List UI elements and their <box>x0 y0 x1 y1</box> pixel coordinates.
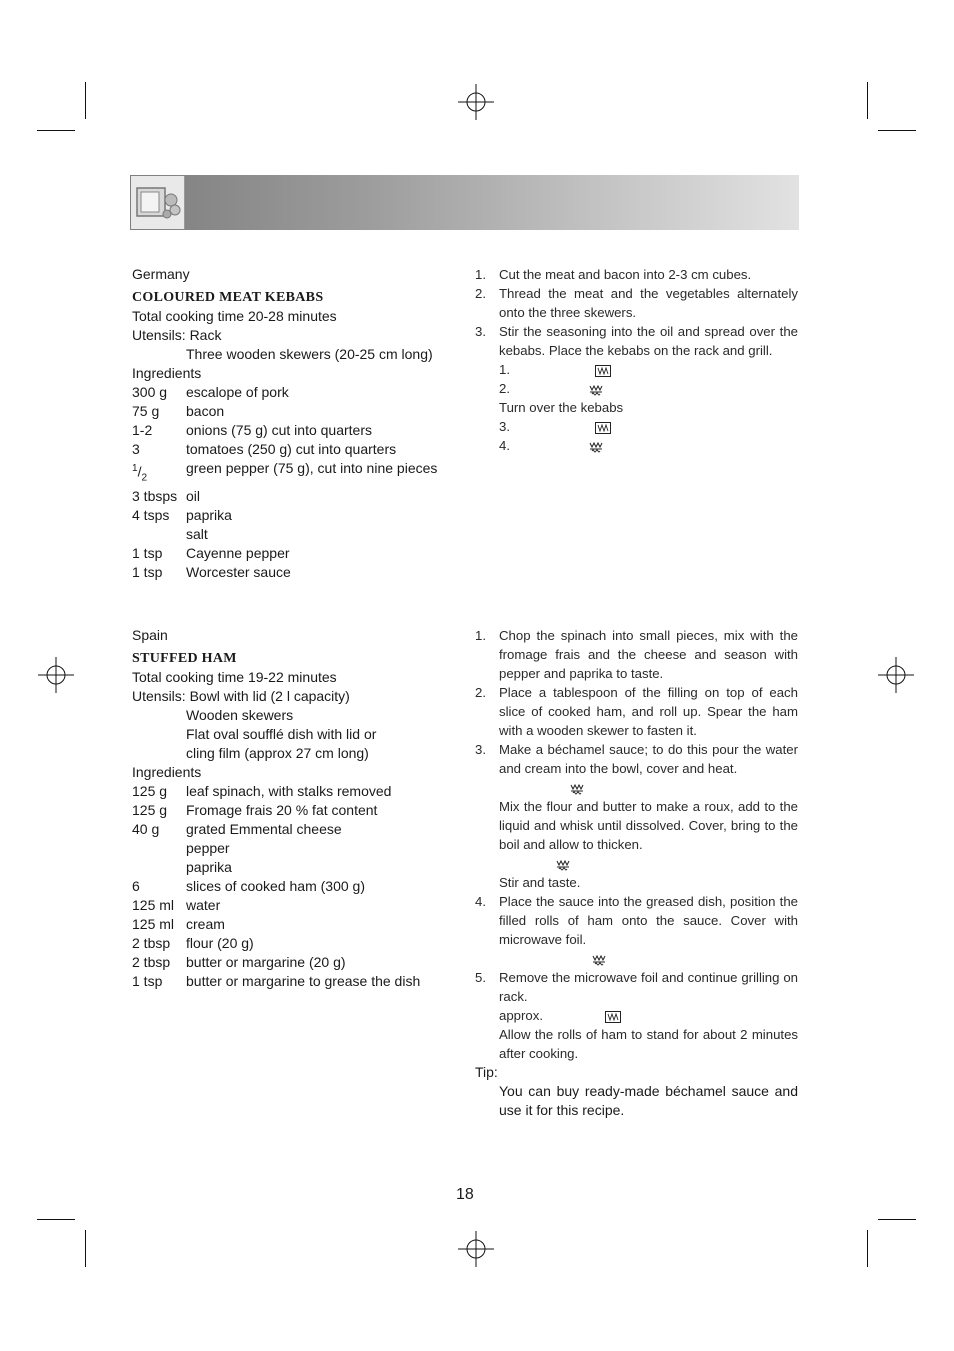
cook-setting-line <box>475 949 798 968</box>
fraction-numerator: 1 <box>132 463 138 474</box>
crop-mark <box>867 82 868 119</box>
cook-setting-line: 1. <box>475 360 798 379</box>
crop-mark <box>878 1219 916 1220</box>
ingredient-row: salt <box>186 526 208 543</box>
ingredient-row: 2 tbsp flour (20 g) <box>132 935 254 951</box>
method-step: 1. Cut the meat and bacon into 2-3 cm cubes. <box>475 267 752 282</box>
ingredient-row: 125 g leaf spinach, with stalks removed <box>132 783 392 799</box>
tip-label: Tip: <box>475 1064 498 1080</box>
method-text: Mix the flour and butter to make a roux, add to the liquid and whisk until dissolved. Cover, bring to the boil and allow to thicken. <box>499 799 798 852</box>
ingredient-row: 125 ml water <box>132 897 221 913</box>
ingredients-label: Ingredients <box>132 365 202 381</box>
cook-setting-line: 3. <box>475 417 798 436</box>
registration-mark-icon <box>878 657 914 693</box>
fraction-denominator: 2 <box>141 472 148 484</box>
combi-icon <box>589 383 603 396</box>
recipe1-details <box>132 265 462 582</box>
recipe2-details <box>132 626 462 991</box>
registration-mark-icon <box>458 1231 494 1267</box>
method-step: 3. Make a béchamel sauce; to do this pour the water and cream into the bowl, cover and heat. <box>475 742 798 776</box>
tip-text: You can buy ready-made béchamel sauce and use it for this recipe. <box>499 1083 798 1118</box>
ingredient-row: 125 ml cream <box>132 916 225 932</box>
crop-mark <box>878 130 916 131</box>
utensil-item: Three wooden skewers (20-25 cm long) <box>186 346 433 362</box>
grill-icon <box>595 365 611 377</box>
cook-setting-line: approx. <box>475 1006 798 1025</box>
ingredient-row: 1 tsp butter or margarine to grease the dish <box>132 973 421 989</box>
ingredient-row: 40 g grated Emmental cheese <box>132 821 342 837</box>
recipe-title: STUFFED HAM <box>132 651 237 666</box>
method-step: 3. Stir the seasoning into the oil and spread over the kebabs. Place the kebabs on the rack and grill. <box>475 324 798 358</box>
ingredient-row: pepper <box>186 840 230 856</box>
method-step: 2. Place a tablespoon of the filling on top of each slice of cooked ham, and roll up. Spear the ham with a wooden skewer to fasten it. <box>475 685 798 738</box>
ingredient-row: 1-2 onions (75 g) cut into quarters <box>132 422 372 438</box>
method-step: 1. Chop the spinach into small pieces, mix with the fromage frais and the cheese and season with pepper and paprika to taste. <box>475 628 798 681</box>
recipe-country: Spain <box>132 627 168 643</box>
ingredient-row: 75 g bacon <box>132 403 225 419</box>
cook-setting-line: 4. <box>475 436 798 455</box>
ingredient-row: 6 slices of cooked ham (300 g) <box>132 878 365 894</box>
microwave-logo-icon <box>131 176 185 229</box>
combi-icon <box>589 440 603 453</box>
ingredient-row: 3 tbsps oil <box>132 488 201 505</box>
ingredient-row: 125 g Fromage frais 20 % fat content <box>132 802 378 818</box>
grill-icon <box>605 1011 621 1023</box>
crop-mark <box>85 1230 86 1267</box>
cook-setting-line <box>475 778 798 797</box>
ingredient-row: 1 tsp Worcester sauce <box>132 564 291 581</box>
registration-mark-icon <box>38 657 74 693</box>
crop-mark <box>37 1219 75 1220</box>
ingredient-row: 3 tomatoes (250 g) cut into quarters <box>132 441 397 457</box>
ingredients-label: Ingredients <box>132 764 202 780</box>
crop-mark <box>85 82 86 119</box>
method-text: Allow the rolls of ham to stand for about 2 minutes after cooking. <box>499 1027 798 1061</box>
method-text: Stir and taste. <box>499 875 581 890</box>
grill-icon <box>595 422 611 434</box>
combi-icon <box>556 858 570 871</box>
ingredient-row: $^1/_2$ green pepper (75 g), cut into nine pieces <box>132 460 438 484</box>
recipe1-method <box>475 265 798 455</box>
utensils-label: Utensils: Bowl with lid (2 l capacity) <box>132 688 350 704</box>
cooking-time: Total cooking time 19-22 minutes <box>132 669 337 685</box>
page-number: 18 <box>456 1186 474 1203</box>
recipe-country: Germany <box>132 266 190 282</box>
recipe-title: COLOURED MEAT KEBABS <box>132 290 324 305</box>
registration-mark-icon <box>458 84 494 120</box>
utensils-label: Utensils: Rack <box>132 327 222 343</box>
ingredient-row: 2 tbsp butter or margarine (20 g) <box>132 954 346 970</box>
utensil-item: Flat oval soufflé dish with lid or <box>186 726 377 742</box>
header-banner <box>130 175 799 230</box>
cooking-time: Total cooking time 20-28 minutes <box>132 308 337 324</box>
cook-setting-line <box>475 854 798 873</box>
ingredient-row: 1 tsp Cayenne pepper <box>132 545 290 562</box>
combi-icon <box>592 953 606 966</box>
cook-setting-line: 2. <box>475 379 798 398</box>
turn-instruction: Turn over the kebabs <box>499 400 624 415</box>
utensil-item: cling film (approx 27 cm long) <box>186 745 369 761</box>
combi-icon <box>570 782 584 795</box>
method-step: 5. Remove the microwave foil and continue grilling on rack. <box>475 970 798 1004</box>
utensil-item: Wooden skewers <box>186 707 294 723</box>
recipe2-method <box>475 626 798 1120</box>
method-step: 2. Thread the meat and the vegetables alternately onto the three skewers. <box>475 286 798 320</box>
method-step: 4. Place the sauce into the greased dish, position the filled rolls of ham onto the sauce. Cover with microwave foil. <box>475 894 798 947</box>
ingredient-row: paprika <box>186 859 232 875</box>
ingredient-row: 4 tsps paprika <box>132 507 232 524</box>
crop-mark <box>867 1230 868 1267</box>
ingredient-row: 300 g escalope of pork <box>132 384 289 400</box>
crop-mark <box>37 130 75 131</box>
